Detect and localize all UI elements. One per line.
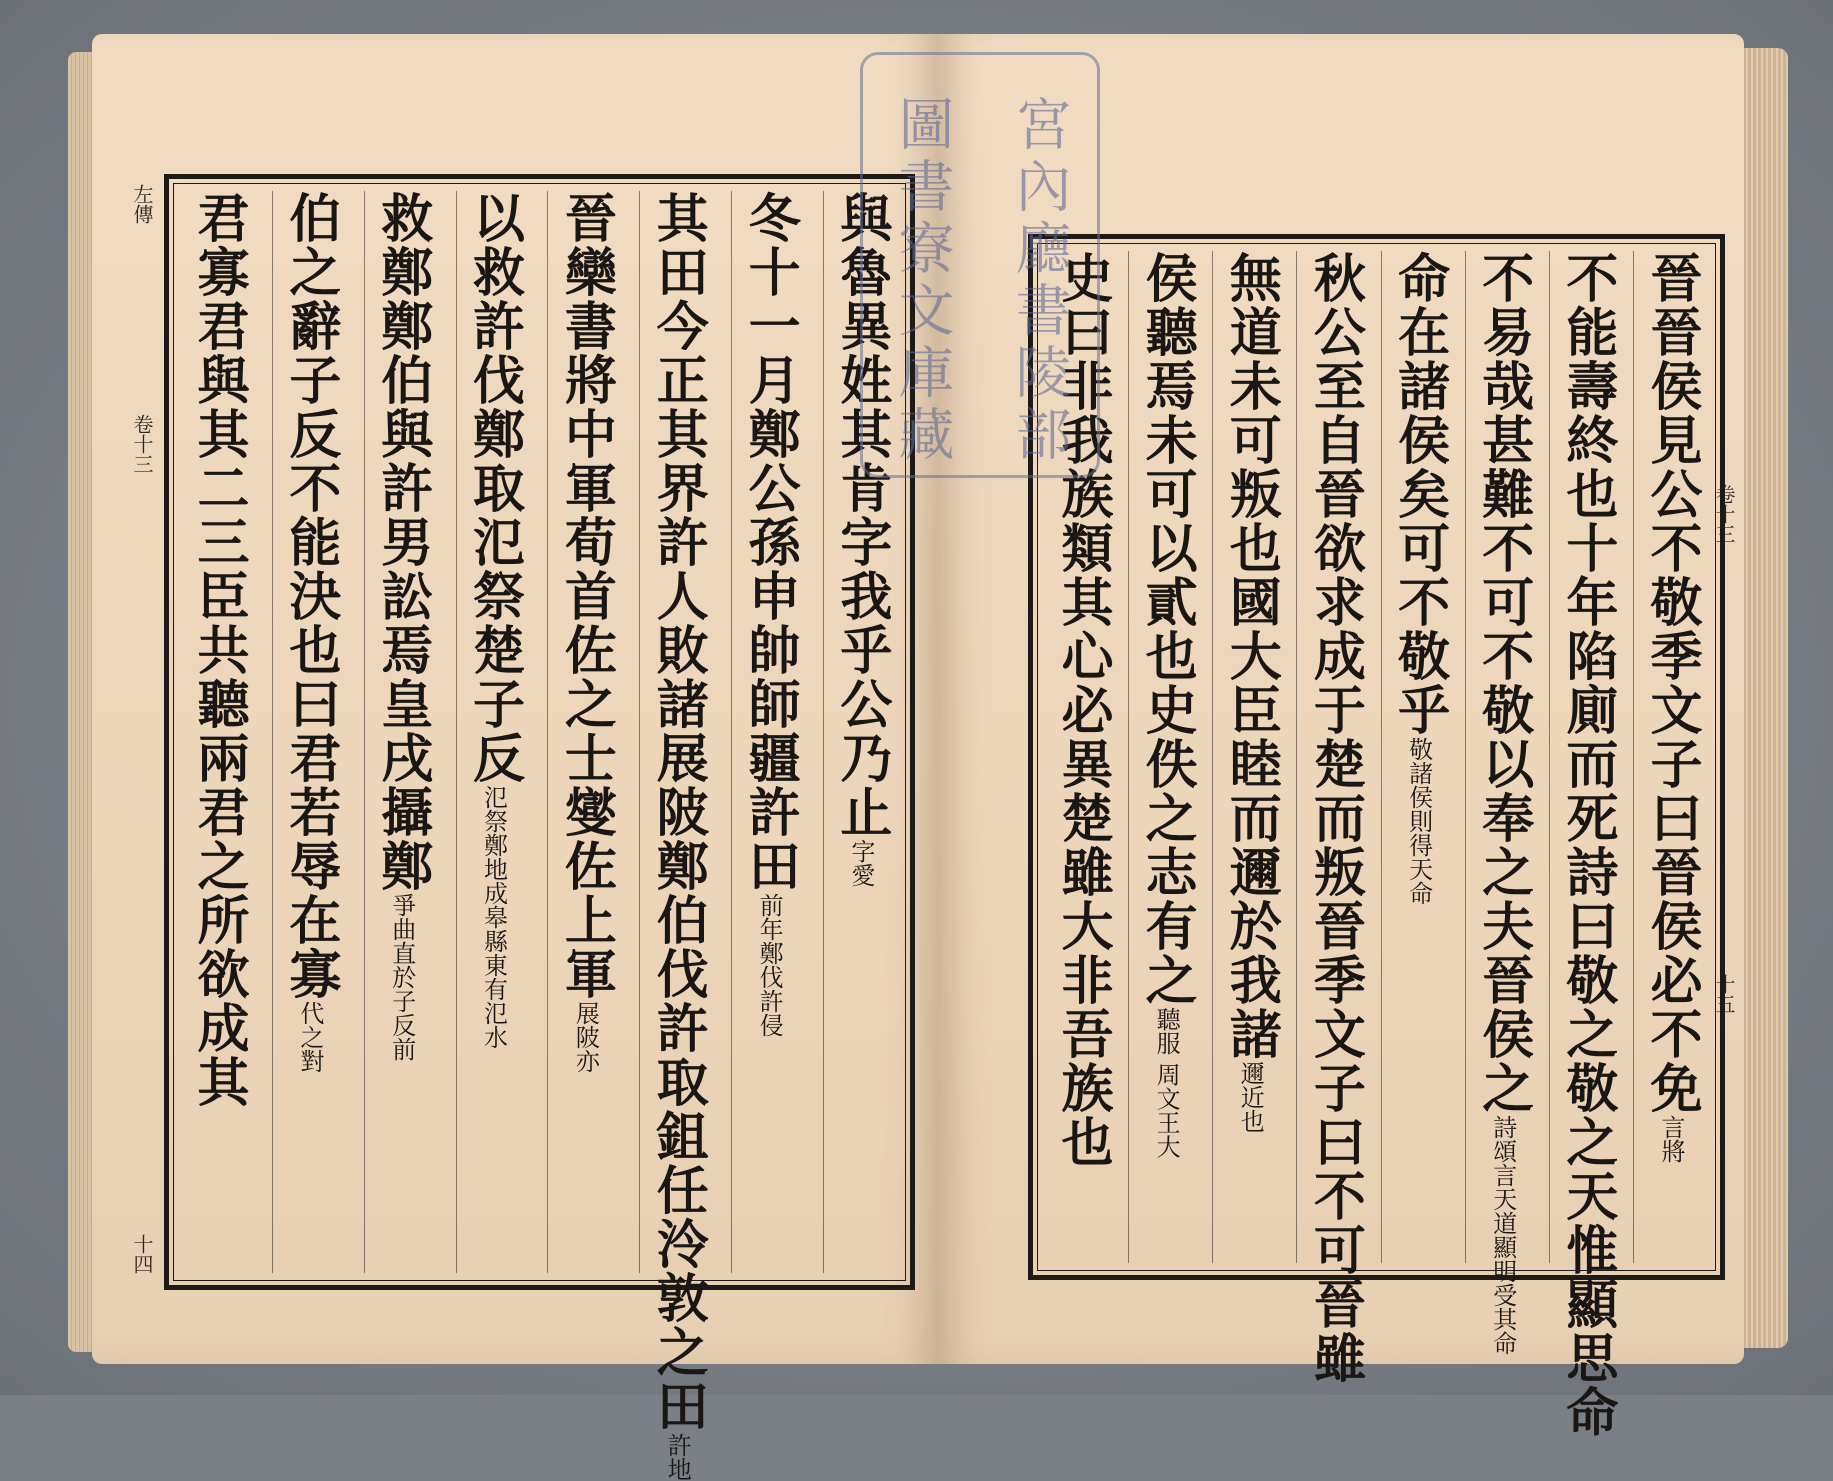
library-seal-stamp bbox=[860, 52, 1100, 478]
left-text-columns bbox=[181, 191, 898, 1481]
text-column: 與魯異姓其肯字我乎公乃止字愛 bbox=[823, 191, 898, 1273]
text-column: 君寡君與其二三臣共聽兩君之所欲成其 bbox=[188, 191, 249, 1109]
right-text-frame bbox=[1028, 234, 1725, 1439]
seal-text-line: 圖書寮文庫藏 bbox=[889, 95, 955, 467]
left-margin-label-page: 十四 bbox=[130, 1234, 154, 1274]
text-column: 晉欒書將中軍荀首佐之士燮佐上軍展陂亦 bbox=[547, 191, 622, 1273]
text-column: 冬十一月鄭公孫申帥師疆許田前年鄭伐許侵 bbox=[731, 191, 806, 1273]
left-text-frame bbox=[164, 174, 915, 1481]
text-column: 晉晉侯見公不敬季文子曰晉侯必不免言將 bbox=[1633, 251, 1708, 1263]
right-margin-label-page: 十五 bbox=[1712, 974, 1736, 1014]
left-page bbox=[92, 34, 938, 1481]
left-margin-label-title: 左傳 bbox=[130, 184, 154, 224]
right-text-columns bbox=[1045, 251, 1708, 1439]
text-column: 侯聽焉未可以貳也史佚之志有之聽服 周文王大 bbox=[1128, 251, 1203, 1263]
text-column: 救鄭鄭伯與許男訟焉皇戌攝鄭爭曲直於子反前 bbox=[364, 191, 439, 1273]
text-column: 其田今正其界許人敗諸展陂鄭伯伐許取鉏任泠敦之田許地 bbox=[639, 191, 714, 1273]
text-column: 不易哉甚難不可不敬以奉之夫晉侯之詩頌言天道顯明受其命 bbox=[1465, 251, 1540, 1263]
text-column: 秋公至自晉欲求成于楚而叛晉季文子曰不可晉雖 bbox=[1296, 251, 1371, 1263]
left-margin-label-volume: 卷十三 bbox=[130, 414, 154, 474]
text-column: 史曰非我族類其心必異楚雖大非吾族也 bbox=[1052, 251, 1113, 1169]
text-column: 無道未可叛也國大臣睦而邇於我諸邇近也 bbox=[1212, 251, 1287, 1263]
text-column: 命在諸侯矣可不敬乎敬諸侯則得天命 bbox=[1381, 251, 1456, 1263]
open-book bbox=[68, 34, 1788, 1481]
seal-text-line: 宮內廳書陵部 bbox=[1006, 95, 1072, 467]
text-column: 不能壽終也十年陷廁而死詩曰敬之敬之天惟顯思命 bbox=[1549, 251, 1624, 1263]
right-margin-label-volume: 卷十三 bbox=[1712, 484, 1736, 544]
text-column: 以救許伐鄭取氾祭楚子反氾祭鄭地成皋縣東有氾水 bbox=[456, 191, 531, 1273]
text-column: 伯之辭子反不能決也曰君若辱在寡代之對 bbox=[272, 191, 347, 1273]
